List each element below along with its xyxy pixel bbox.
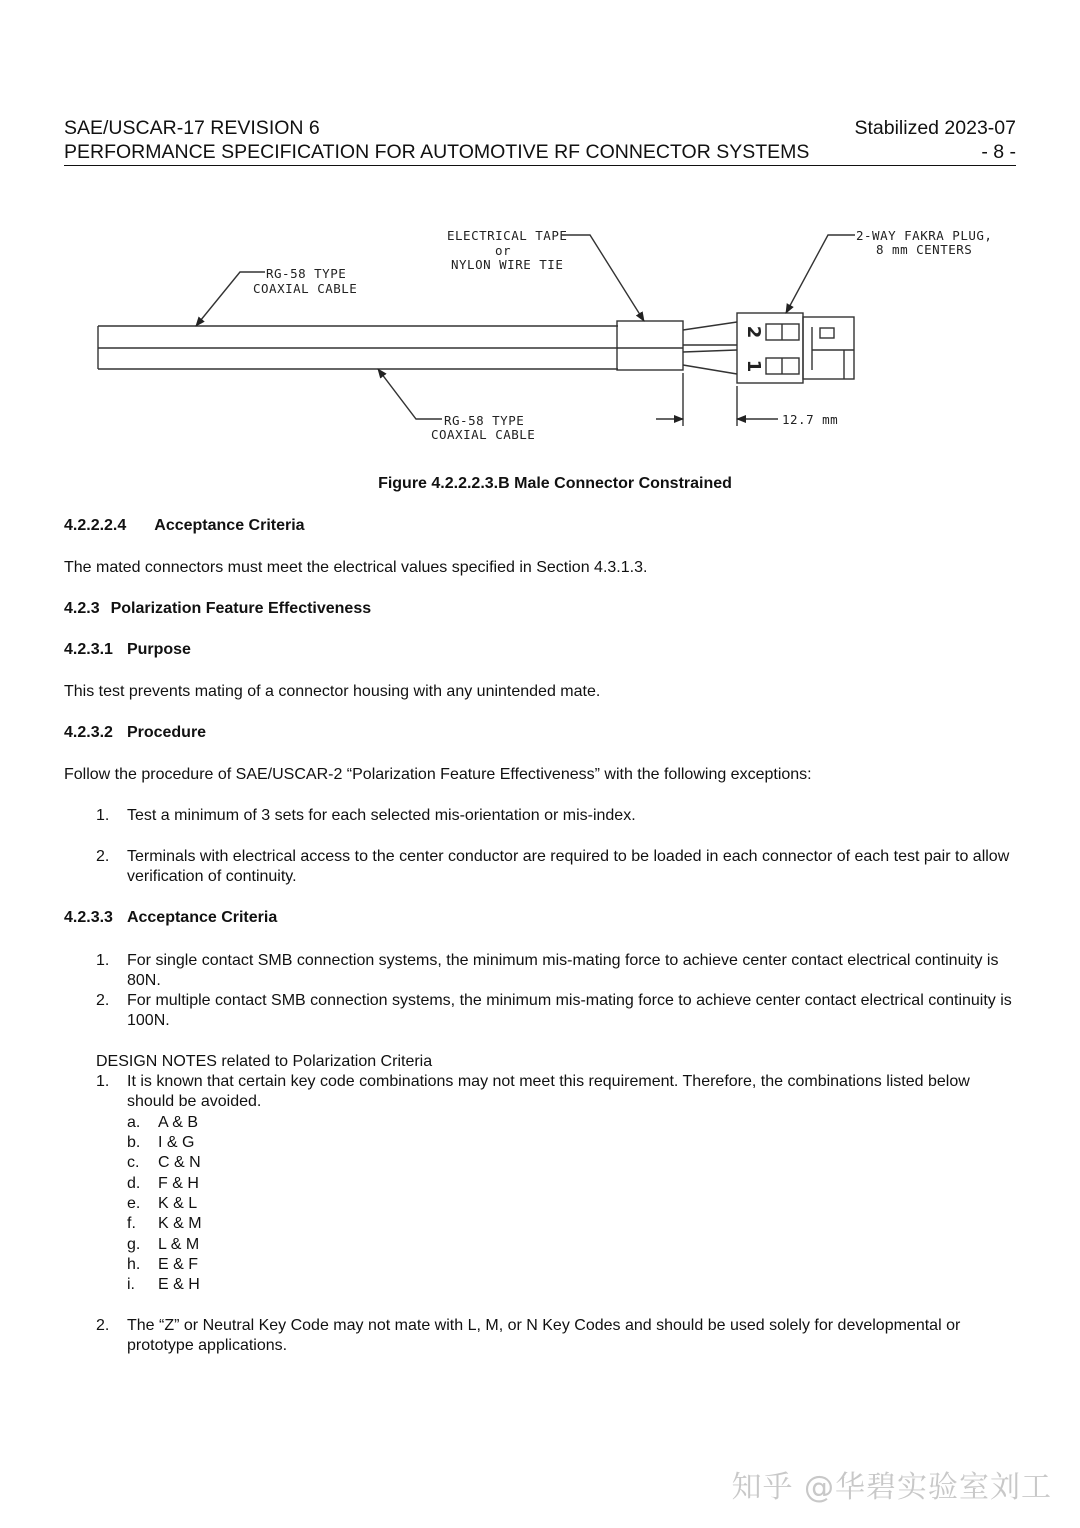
list-text: It is known that certain key code combinations may not meet this requirement. Therefore, the combinations listed below should be avoided. [127, 1073, 970, 1110]
heading-number: 4.2.3.2 [64, 724, 113, 741]
paragraph-acceptance: The mated connectors must meet the electrical values specified in Section 4.3.1.3. [64, 559, 648, 576]
list-text: For multiple contact SMB connection systems, the minimum mis-mating force to achieve center contact electrical continuity is 100N. [127, 992, 1012, 1029]
heading-title: Procedure [126, 724, 207, 741]
list-number: 1. [96, 807, 110, 824]
heading-4-2-3-2 [64, 723, 206, 743]
list-number: 2. [96, 848, 110, 865]
wires [683, 322, 737, 374]
heading-title: Polarization Feature Effectiveness [110, 600, 372, 617]
leader-tape [562, 235, 644, 321]
list-letter: a. [127, 1114, 141, 1131]
list-item [96, 1072, 1016, 1112]
zhihu-watermark: 知乎 @华碧实验室刘工 [731, 1470, 1052, 1505]
list-text: K & M [158, 1215, 202, 1232]
label-cable-bot-1: RG-58 TYPE [444, 413, 525, 428]
list-text: L & M [158, 1236, 200, 1253]
label-tape-1: ELECTRICAL TAPE [447, 228, 568, 243]
list-letter: c. [127, 1154, 140, 1171]
electrical-tape [617, 321, 683, 370]
paragraph-purpose: This test prevents mating of a connector housing with any unintended mate. [64, 683, 601, 700]
label-tape-3: NYLON WIRE TIE [451, 257, 564, 272]
list-text: Test a minimum of 3 sets for each selected mis-orientation or mis-index. [127, 807, 636, 824]
list-text: For single contact SMB connection systems, the minimum mis-mating force to achieve center contact electrical continuity is 80N. [127, 952, 999, 989]
list-text: The “Z” or Neutral Key Code may not mate with L, M, or N Key Codes and should be used solely for developmental or prototype applications. [127, 1317, 961, 1354]
label-cable-bot-2: COAXIAL CABLE [431, 427, 536, 442]
list-text: A & B [158, 1114, 199, 1131]
list-item [96, 1316, 1016, 1356]
list-letter: i. [127, 1276, 135, 1293]
running-header-line1 [64, 116, 1016, 140]
heading-number: 4.2.3.3 [64, 909, 113, 926]
list-letter: e. [127, 1195, 141, 1212]
pin-1-label: 1 [743, 359, 764, 373]
list-item [96, 806, 1016, 826]
figure-caption: Figure 4.2.2.2.3.B Male Connector Constrained [378, 475, 732, 492]
heading-4-2-3-1 [64, 640, 191, 660]
list-letter: g. [127, 1236, 141, 1253]
connector-diagram [0, 200, 1080, 460]
heading-number: 4.2.2.2.4 [64, 517, 127, 534]
list-text: K & L [158, 1195, 198, 1212]
coax-cable [98, 326, 618, 369]
leader-plug [786, 235, 855, 313]
design-notes-title: DESIGN NOTES related to Polarization Criteria [96, 1053, 433, 1070]
running-header-line2 [64, 140, 1016, 166]
list-item [96, 847, 1016, 887]
list-text: E & H [158, 1276, 200, 1293]
heading-4-2-3 [64, 599, 371, 619]
fakra-plug [737, 313, 854, 383]
doc-status: Stabilized 2023-07 [854, 117, 1016, 139]
label-tape-2: or [494, 243, 512, 258]
heading-title: Purpose [126, 641, 191, 658]
list-number: 2. [96, 992, 110, 1009]
list-number: 1. [96, 952, 110, 969]
heading-title: Acceptance Criteria [126, 909, 278, 926]
list-letter: f. [127, 1215, 136, 1232]
heading-number: 4.2.3 [64, 600, 100, 617]
list-letter: b. [127, 1134, 141, 1151]
label-dimension: 12.7 mm [782, 412, 839, 427]
list-text: C & N [158, 1154, 201, 1171]
heading-number: 4.2.3.1 [64, 641, 113, 658]
list-text: Terminals with electrical access to the center conductor are required to be loaded in each connector of each test pair to allow verification of continuity. [127, 848, 1010, 885]
page-number: - 8 - [981, 141, 1016, 163]
heading-4-2-3-3 [64, 908, 277, 928]
pin-2-label: 2 [743, 325, 764, 339]
list-text: E & F [158, 1256, 199, 1273]
leader-cable-bot [378, 369, 442, 419]
label-plug-2: 8 mm CENTERS [876, 242, 973, 257]
list-item [96, 991, 1016, 1031]
list-number: 1. [96, 1073, 110, 1090]
doc-title: PERFORMANCE SPECIFICATION FOR AUTOMOTIVE RF CONNECTOR SYSTEMS [64, 141, 810, 163]
paragraph-procedure: Follow the procedure of SAE/USCAR-2 “Polarization Feature Effectiveness” with the following exceptions: [64, 766, 812, 783]
list-text: I & G [158, 1134, 195, 1151]
doc-id: SAE/USCAR-17 REVISION 6 [64, 117, 320, 139]
label-cable-top-1: RG-58 TYPE [266, 266, 347, 281]
list-letter: d. [127, 1175, 141, 1192]
list-item [96, 951, 1016, 991]
list-letter: h. [127, 1256, 141, 1273]
label-cable-top-2: COAXIAL CABLE [253, 281, 358, 296]
list-number: 2. [96, 1317, 110, 1334]
heading-title: Acceptance Criteria [154, 517, 305, 534]
heading-4-2-2-2-4 [64, 516, 305, 536]
label-plug-1: 2-WAY FAKRA PLUG, [856, 228, 993, 243]
list-text: F & H [158, 1175, 199, 1192]
dimension-12-7mm [656, 373, 778, 426]
